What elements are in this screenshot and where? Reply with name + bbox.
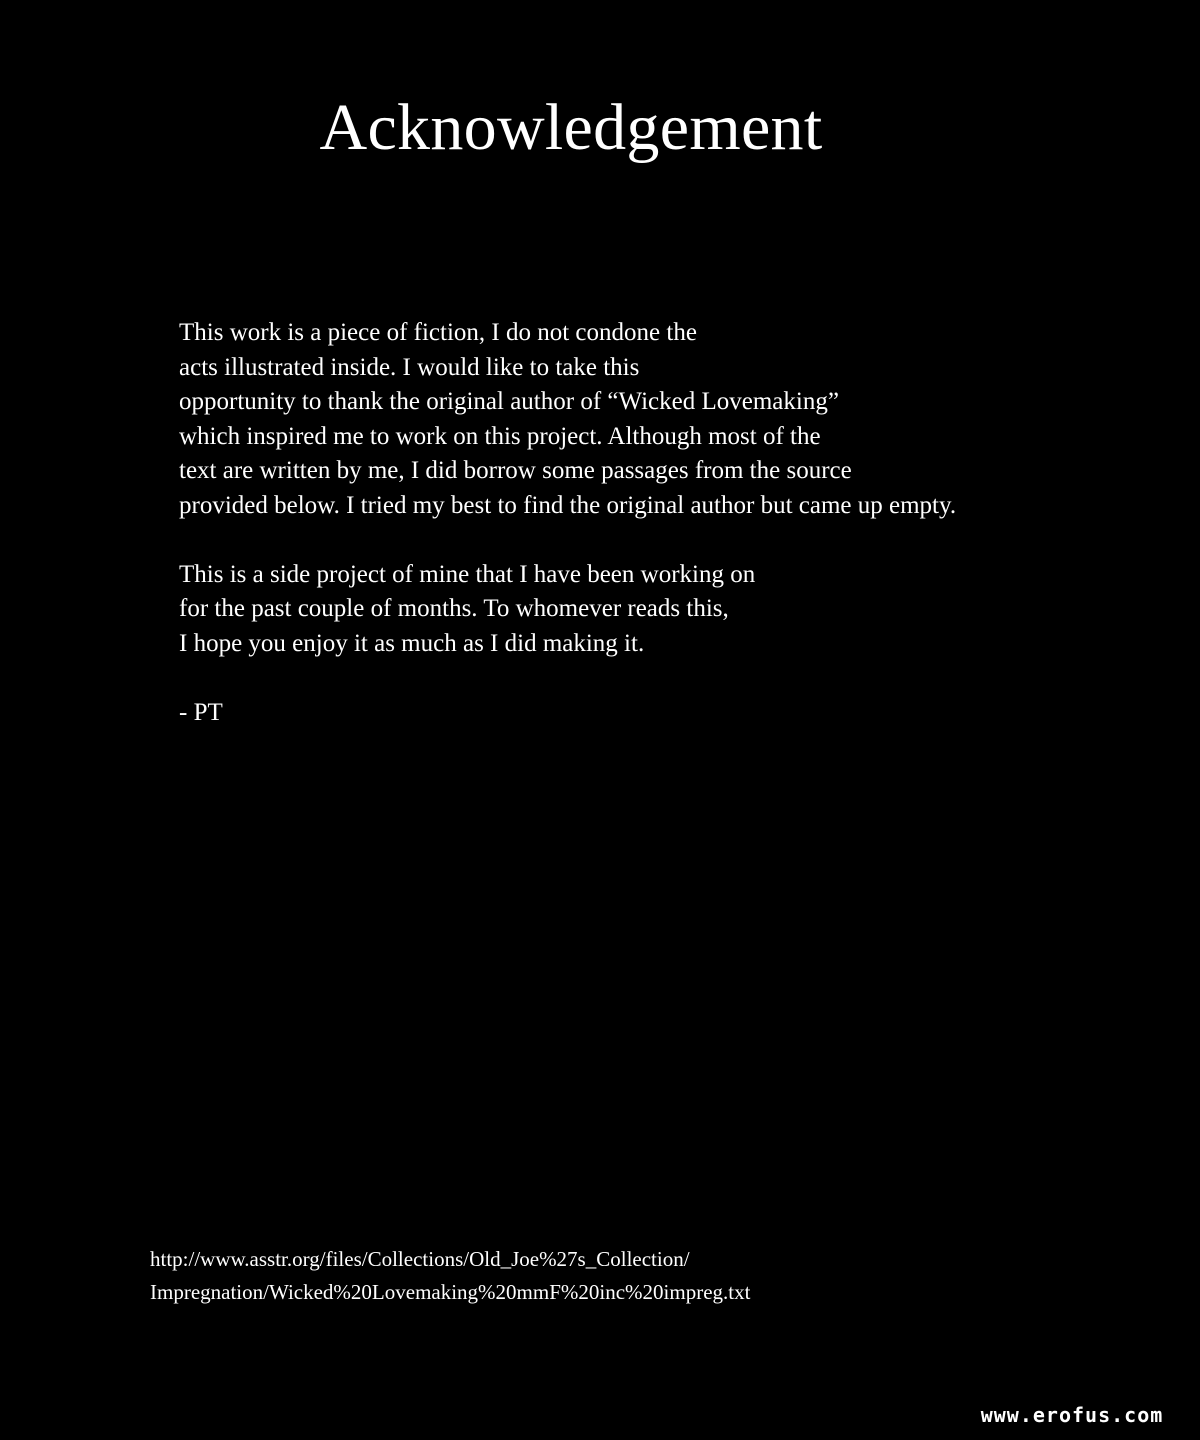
page-title: Acknowledgement bbox=[319, 91, 823, 164]
watermark-badge bbox=[944, 1390, 1200, 1440]
paragraph-2 bbox=[179, 558, 1169, 662]
watermark-text: www.erofus.com bbox=[980, 1403, 1164, 1427]
paragraph-line: I hope you enjoy it as much as I did making it. bbox=[179, 629, 645, 657]
paragraph-line: opportunity to thank the original author of “Wicked Lovemaking” bbox=[179, 388, 839, 415]
paragraph-line: provided below. I tried my best to find the original author but came up empty. bbox=[179, 491, 957, 519]
source-url-line[interactable]: http://www.asstr.org/files/Collections/Old_Joe%27s_Collection/ bbox=[150, 1247, 690, 1271]
paragraph-line: This is a side project of mine that I have been working on bbox=[179, 560, 756, 588]
paragraph-line: which inspired me to work on this project. Although most of the bbox=[179, 422, 821, 450]
signature: - PT bbox=[179, 698, 223, 726]
paragraph-line: acts illustrated inside. I would like to take this bbox=[179, 353, 640, 381]
source-url[interactable] bbox=[150, 1243, 750, 1309]
acknowledgement-body bbox=[179, 316, 1169, 730]
source-url-line[interactable]: Impregnation/Wicked%20Lovemaking%20mmF%20inc%20impreg.txt bbox=[150, 1280, 751, 1304]
paragraph-line: This work is a piece of fiction, I do not condone the bbox=[179, 319, 697, 346]
paragraph-line: text are written by me, I did borrow some passages from the source bbox=[179, 457, 852, 484]
paragraph-line: for the past couple of months. To whomever reads this, bbox=[179, 595, 729, 622]
paragraph-1 bbox=[179, 316, 1169, 523]
